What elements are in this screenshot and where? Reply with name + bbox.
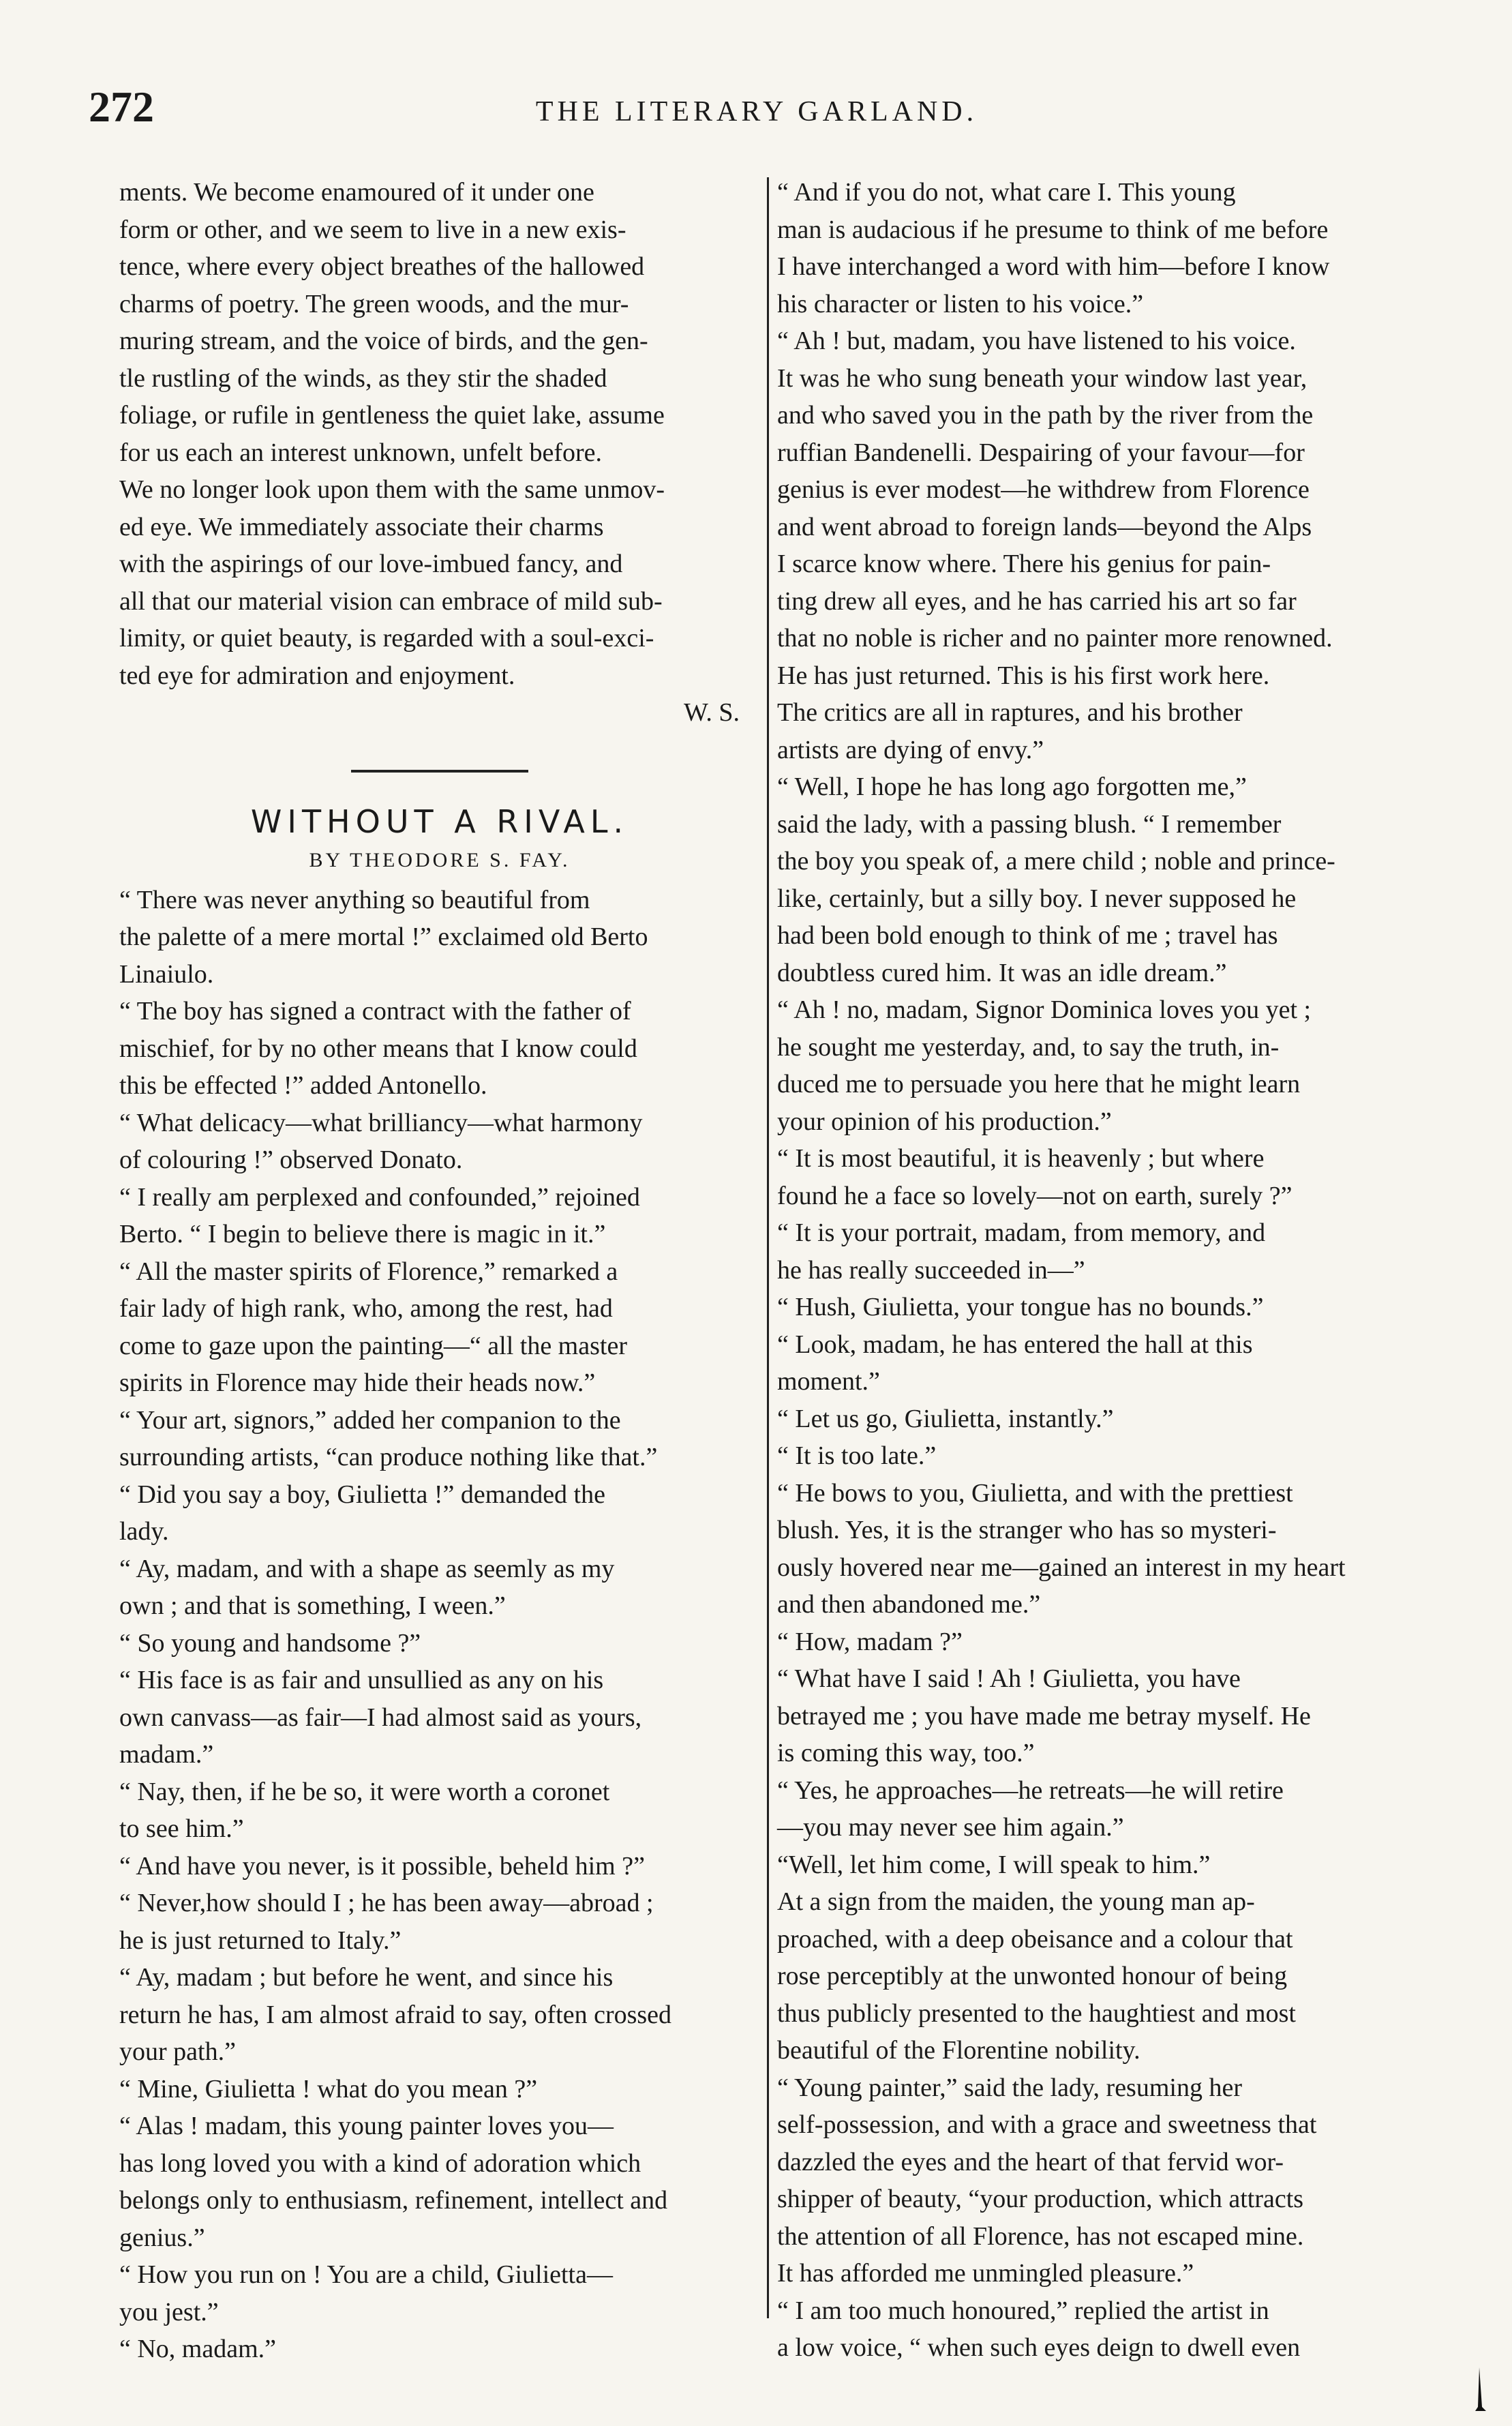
text-line: he sought me yesterday, and, to say the truth, in- (777, 1032, 1280, 1062)
text-line: “ I really am perplexed and confounded,” rejoined (119, 1182, 640, 1212)
text-line: He has just returned. This is his first work here. (777, 661, 1270, 690)
text-line: At a sign from the maiden, the young man ap- (777, 1887, 1255, 1916)
text-line: the boy you speak of, a mere child ; noble and prince- (777, 847, 1335, 875)
text-line: —you may never see him again.” (777, 1813, 1124, 1842)
text-line: tence, where every object breathes of the hallowed (119, 252, 645, 281)
text-line: for us each an interest unknown, unfelt before. (119, 438, 603, 467)
text-line: “ I am too much honoured,” replied the artist in (777, 2296, 1269, 2325)
text-line: It was he who sung beneath your window last year, (777, 363, 1307, 393)
text-line: “ Hush, Giulietta, your tongue has no bounds.” (777, 1293, 1264, 1321)
text-line: We no longer look upon them with the same unmov- (119, 475, 665, 504)
text-line: “ What delicacy—what brilliancy—what harmony (119, 1108, 643, 1137)
text-line: “ He bows to you, Giulietta, and with the prettiest (777, 1478, 1293, 1508)
text-line: doubtless cured him. It was an idle dream.” (777, 958, 1227, 987)
text-line: with the aspirings of our love-imbued fancy, and (119, 550, 623, 578)
text-line: lady. (119, 1517, 169, 1546)
text-line: “ Yes, he approaches—he retreats—he will retire (777, 1776, 1284, 1805)
essay-ending (119, 174, 760, 694)
text-line: I scarce know where. There his genius for pain- (777, 550, 1271, 578)
text-line: “ Ah ! but, madam, you have listened to his voice. (777, 327, 1296, 355)
text-line: thus publicly presented to the haughtiest and most (777, 1998, 1296, 2028)
page-number: 272 (89, 83, 154, 131)
text-line: “ Your art, signors,” added her companion to the (119, 1405, 621, 1435)
text-line: your path.” (119, 2037, 236, 2066)
text-line: and then abandoned me.” (777, 1590, 1041, 1619)
text-line: come to gaze upon the painting—“ all the master (119, 1331, 627, 1360)
text-line: all that our material vision can embrace of mild sub- (119, 586, 663, 616)
text-line: ted eye for admiration and enjoyment. (119, 661, 515, 690)
text-line: “ Look, madam, he has entered the hall at this (777, 1330, 1253, 1359)
text-line: your opinion of his production.” (777, 1107, 1112, 1136)
running-head: THE LITERARY GARLAND. (535, 96, 978, 128)
text-line: “ All the master spirits of Florence,” remarked a (119, 1257, 618, 1286)
text-line: “ What have I said ! Ah ! Giulietta, you have (777, 1664, 1241, 1693)
text-line: duced me to persuade you here that he might learn (777, 1070, 1301, 1098)
text-line: has long loved you with a kind of adoration which (119, 2148, 641, 2178)
text-line: man is audacious if he presume to think of me before (777, 215, 1329, 244)
story-text-right (777, 174, 1418, 2367)
text-line: “ Let us go, Giulietta, instantly.” (777, 1404, 1114, 1433)
text-line: he has really succeeded in—” (777, 1255, 1085, 1285)
text-line: “ Never,how should I ; he has been away—abroad ; (119, 1889, 654, 1917)
story-byline: BY THEODORE S. FAY. (309, 848, 571, 871)
text-line: surrounding artists, “can produce nothing like that.” (119, 1443, 658, 1471)
text-line: muring stream, and the voice of birds, and the gen- (119, 327, 648, 355)
text-line: own ; and that is something, I ween.” (119, 1591, 506, 1620)
text-line: The critics are all in raptures, and his brother (777, 698, 1243, 727)
text-line: “ And have you never, is it possible, beheld him ?” (119, 1851, 645, 1881)
ink-mark (1466, 2366, 1493, 2414)
left-column (119, 174, 760, 2368)
text-line: his character or listen to his voice.” (777, 289, 1144, 318)
text-line: “ The boy has signed a contract with the father of (119, 997, 631, 1025)
text-line: is coming this way, too.” (777, 1739, 1035, 1767)
text-line: return he has, I am almost afraid to say, often crossed (119, 2000, 672, 2029)
text-line: tle rustling of the winds, as they stir the shaded (119, 363, 607, 393)
text-line: you jest.” (119, 2297, 219, 2326)
text-line: own canvass—as fair—I had almost said as yours, (119, 1703, 642, 1732)
text-line: a low voice, “ when such eyes deign to dwell even (777, 2333, 1301, 2362)
text-line: proached, with a deep obeisance and a colour that (777, 1924, 1293, 1953)
text-line: like, certainly, but a silly boy. I never supposed he (777, 884, 1297, 913)
text-line: “ How you run on ! You are a child, Giulietta— (119, 2260, 613, 2289)
text-line: beautiful of the Florentine nobility. (777, 2036, 1140, 2065)
text-line: and went abroad to foreign lands—beyond the Alps (777, 512, 1312, 541)
text-line: “ It is too late.” (777, 1441, 937, 1470)
text-line: Berto. “ I begin to believe there is magic in it.” (119, 1220, 606, 1248)
text-line: shipper of beauty, “your production, which attracts (777, 2185, 1304, 2213)
text-line: limity, or quiet beauty, is regarded with a soul-exci- (119, 624, 654, 653)
text-line: and who saved you in the path by the river from the (777, 401, 1314, 430)
text-line: “ His face is as fair and unsullied as any on his (119, 1666, 604, 1694)
text-line: genius is ever modest—he withdrew from Florence (777, 475, 1310, 504)
text-line: betrayed me ; you have made me betray myself. He (777, 1701, 1311, 1731)
text-line: fair lady of high rank, who, among the rest, had (119, 1294, 613, 1323)
text-line: blush. Yes, it is the stranger who has so mysteri- (777, 1516, 1277, 1544)
text-line: dazzled the eyes and the heart of that fervid wor- (777, 2147, 1284, 2176)
text-line: “ Mine, Giulietta ! what do you mean ?” (119, 2074, 538, 2103)
story-text-left (119, 882, 760, 2368)
text-line: “ How, madam ?” (777, 1627, 963, 1656)
text-line: had been bold enough to think of me ; travel has (777, 921, 1278, 950)
text-line: “ Did you say a boy, Giulietta !” demanded the (119, 1480, 605, 1509)
text-line: to see him.” (119, 1814, 244, 1843)
text-line: the attention of all Florence, has not escaped mine. (777, 2221, 1304, 2251)
text-line: “ It is your portrait, madam, from memory, and (777, 1218, 1266, 1247)
text-line: said the lady, with a passing blush. “ I remember (777, 809, 1282, 839)
text-line: “ Alas ! madam, this young painter loves you— (119, 2112, 614, 2140)
text-line: Linaiulo. (119, 959, 214, 989)
text-line: “ No, madam.” (119, 2335, 277, 2363)
text-line: “Well, let him come, I will speak to him.” (777, 1850, 1211, 1879)
text-line: of colouring !” observed Donato. (119, 1145, 463, 1174)
text-line: belongs only to enthusiasm, refinement, intellect and (119, 2186, 668, 2215)
text-line: the palette of a mere mortal !” exclaimed old Berto (119, 923, 648, 951)
text-line: “ Ay, madam ; but before he went, and since his (119, 1963, 614, 1992)
text-line: “ So young and handsome ?” (119, 1628, 421, 1658)
text-line: foliage, or rufile in gentleness the quiet lake, assume (119, 401, 665, 430)
text-line: “ Well, I hope he has long ago forgotten me,” (777, 773, 1247, 801)
text-line: ting drew all eyes, and he has carried his art so far (777, 586, 1297, 616)
essay-signature: W. S. (683, 698, 740, 727)
text-line: “ And if you do not, what care I. This young (777, 178, 1236, 207)
text-line: “ Young painter,” said the lady, resuming her (777, 2073, 1242, 2102)
text-line: “ Ay, madam, and with a shape as seemly as my (119, 1554, 615, 1583)
text-line: ruffian Bandenelli. Despairing of your favour—for (777, 438, 1305, 467)
text-line: rose perceptibly at the unwonted honour of being (777, 1962, 1288, 1990)
text-line: “ It is most beautiful, it is heavenly ; but where (777, 1144, 1265, 1173)
text-line: spirits in Florence may hide their heads now.” (119, 1368, 596, 1397)
column-divider (767, 177, 769, 2318)
text-line: that no noble is richer and no painter more renowned. (777, 624, 1333, 653)
text-line: “ Nay, then, if he be so, it were worth a coronet (119, 1777, 610, 1806)
text-line: I have interchanged a word with him—before I know (777, 252, 1330, 281)
text-line: charms of poetry. The green woods, and the mur- (119, 289, 629, 318)
text-line: ments. We become enamoured of it under one (119, 178, 594, 207)
text-line: ed eye. We immediately associate their charms (119, 512, 604, 541)
text-line: he is just returned to Italy.” (119, 1926, 402, 1955)
text-line: form or other, and we seem to live in a new exis- (119, 215, 626, 244)
right-column (777, 174, 1418, 2367)
story-title: WITHOUT A RIVAL. (250, 803, 629, 840)
text-line: madam.” (119, 1740, 214, 1769)
text-line: artists are dying of envy.” (777, 735, 1044, 764)
section-rule (351, 770, 528, 773)
page-header (89, 82, 1425, 150)
text-line: this be effected !” added Antonello. (119, 1071, 487, 1100)
text-line: found he a face so lovely—not on earth, surely ?” (777, 1181, 1292, 1210)
text-line: genius.” (119, 2223, 205, 2252)
text-line: mischief, for by no other means that I know could (119, 1034, 637, 1063)
text-line: self-possession, and with a grace and sweetness that (777, 2110, 1317, 2139)
text-line: It has afforded me unmingled pleasure.” (777, 2259, 1194, 2288)
text-line: ously hovered near me—gained an interest in my heart (777, 1553, 1346, 1582)
text-line: “ There was never anything so beautiful from (119, 885, 590, 914)
text-line: “ Ah ! no, madam, Signor Dominica loves you yet ; (777, 995, 1312, 1024)
text-line: moment.” (777, 1367, 880, 1396)
